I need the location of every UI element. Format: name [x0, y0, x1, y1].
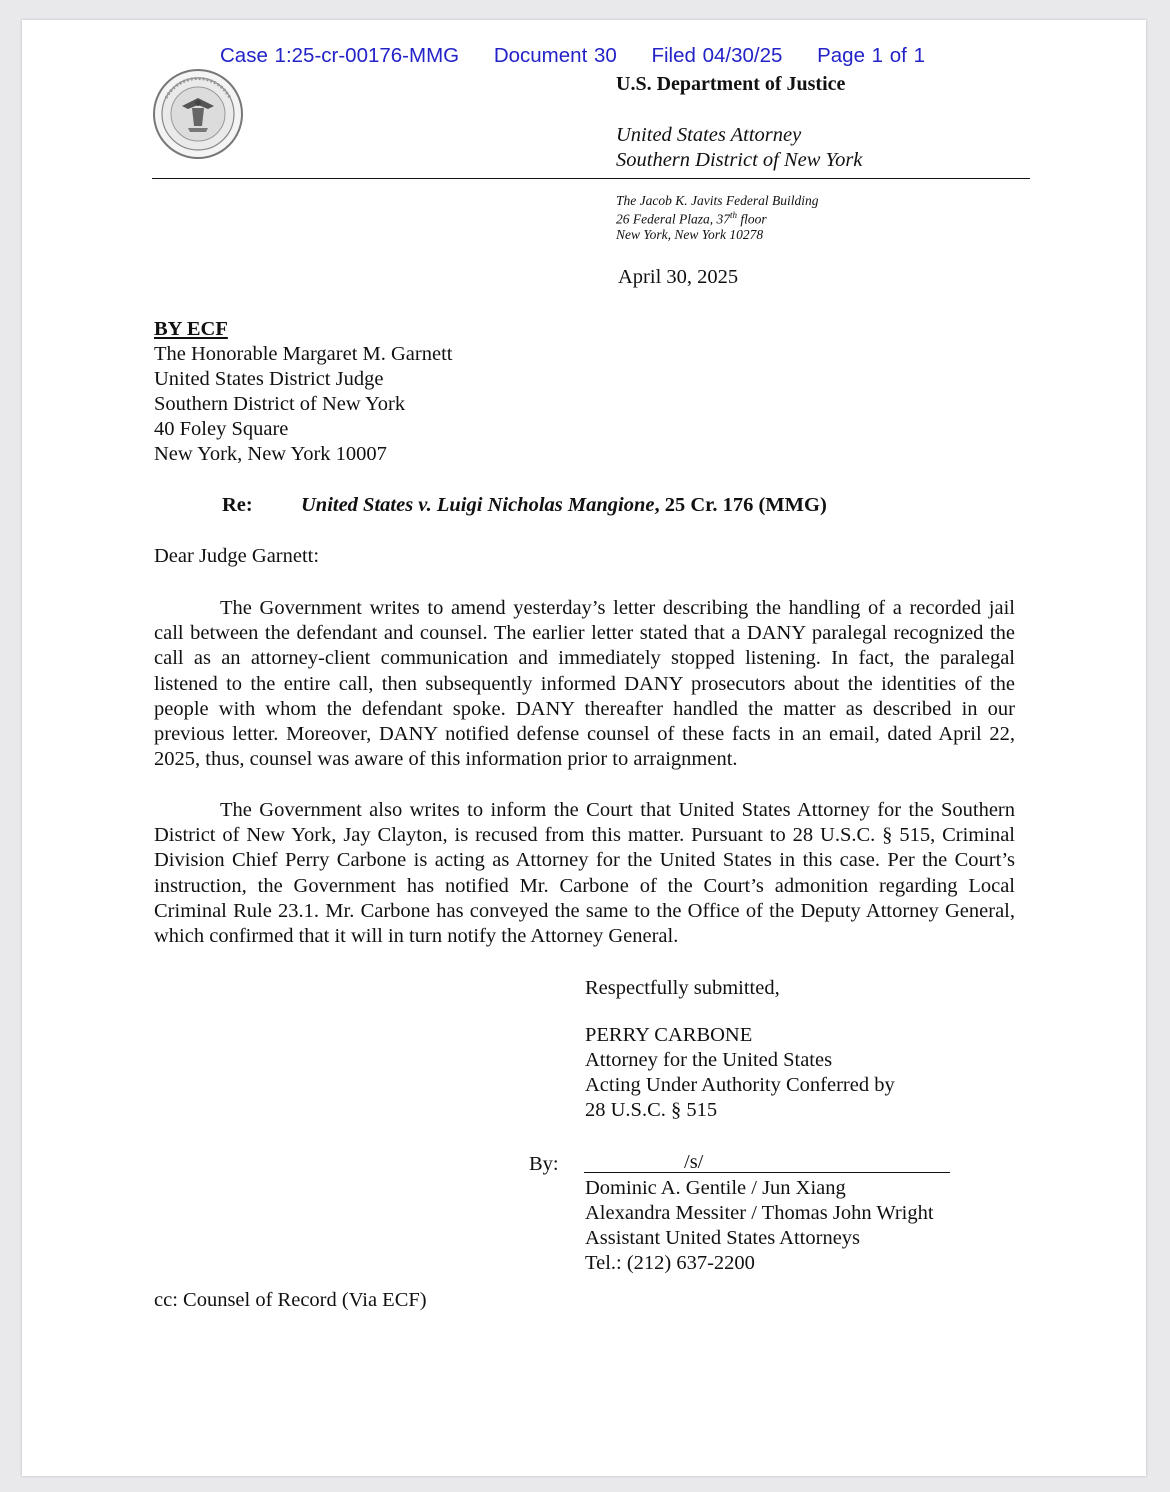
department-name: U.S. Department of Justice [616, 73, 846, 95]
signatory-name: PERRY CARBONE [585, 1024, 753, 1046]
re-label: Re: [222, 494, 253, 516]
attorney-phone: Tel.: (212) 637-2200 [585, 1252, 755, 1274]
recipient-line: New York, New York 10007 [154, 443, 387, 465]
signature-line [584, 1172, 950, 1173]
re-line [222, 494, 827, 517]
office-title: United States Attorney [616, 124, 802, 146]
body-paragraph-1: The Government writes to amend yesterday’s letter describing the handling of a recorded jail call between the defendant and counsel. The earlier letter stated that a DANY paralegal recognized the call as an attorney-client communication and immediately stopped listening. In fact, the paralegal listened to the entire call, then subsequently informed DANY prosecutors about the identities of the people with whom the defendant spoke. DANY thereafter handled the matter as described in our previous letter. Moreover, DANY notified defense counsel of these facts in an email, dated April 22, 2025, thus, counsel was aware of this information prior to arraignment. [154, 597, 1015, 771]
document-number-stamp: Document 30 [493, 44, 617, 67]
delivery-method: BY ECF [154, 318, 228, 340]
case-number-stamp: Case 1:25-cr-00176-MMG [220, 44, 460, 67]
salutation: Dear Judge Garnett: [154, 545, 320, 567]
recipient-line: Southern District of New York [154, 393, 406, 415]
signatory-authority: Acting Under Authority Conferred by [585, 1074, 895, 1096]
address-building: The Jacob K. Javits Federal Building [616, 193, 819, 208]
attorney-names: Dominic A. Gentile / Jun Xiang [585, 1177, 846, 1199]
signatory-title: Attorney for the United States [585, 1049, 833, 1071]
filed-date-stamp: Filed 04/30/25 [651, 44, 783, 67]
recipient-line: The Honorable Margaret M. Garnett [154, 343, 453, 365]
doj-seal-icon [152, 68, 244, 160]
letter-date: April 30, 2025 [618, 266, 739, 288]
attorney-title: Assistant United States Attorneys [585, 1227, 861, 1249]
signature: /s/ [684, 1151, 704, 1173]
recipient-line: United States District Judge [154, 368, 384, 390]
office-district: Southern District of New York [616, 149, 863, 171]
ecf-filing-stamp [220, 44, 953, 68]
signatory-statute: 28 U.S.C. § 515 [585, 1099, 718, 1121]
recipient-line: 40 Foley Square [154, 418, 289, 440]
body-paragraph-2: The Government also writes to inform the Court that United States Attorney for the Southern District of New York, Jay Clayton, is recused from this matter. Pursuant to 28 U.S.C. § 515, Criminal Division Chief Perry Carbone is acting as Attorney for the United States in this case. Per the Court’s instruction, the Government has notified Mr. Carbone of the Court’s admonition regarding Local Criminal Rule 23.1. Mr. Carbone has conveyed the same to the Office of the Deputy Attorney General, which confirmed that it will in turn notify the Attorney General. [154, 799, 1015, 948]
page-count-stamp: Page 1 of 1 [817, 44, 925, 67]
case-number: , 25 Cr. 176 (MMG) [654, 494, 827, 516]
address-city: New York, New York 10278 [616, 227, 764, 242]
letterhead-divider [152, 178, 1030, 179]
address-street: 26 Federal Plaza, 37th floor [616, 210, 767, 227]
cc-line: cc: Counsel of Record (Via ECF) [154, 1289, 427, 1311]
attorney-names: Alexandra Messiter / Thomas John Wright [585, 1202, 934, 1224]
case-caption: United States v. Luigi Nicholas Mangione [300, 494, 655, 516]
by-label: By: [529, 1153, 559, 1175]
sign-off: Respectfully submitted, [585, 977, 780, 999]
